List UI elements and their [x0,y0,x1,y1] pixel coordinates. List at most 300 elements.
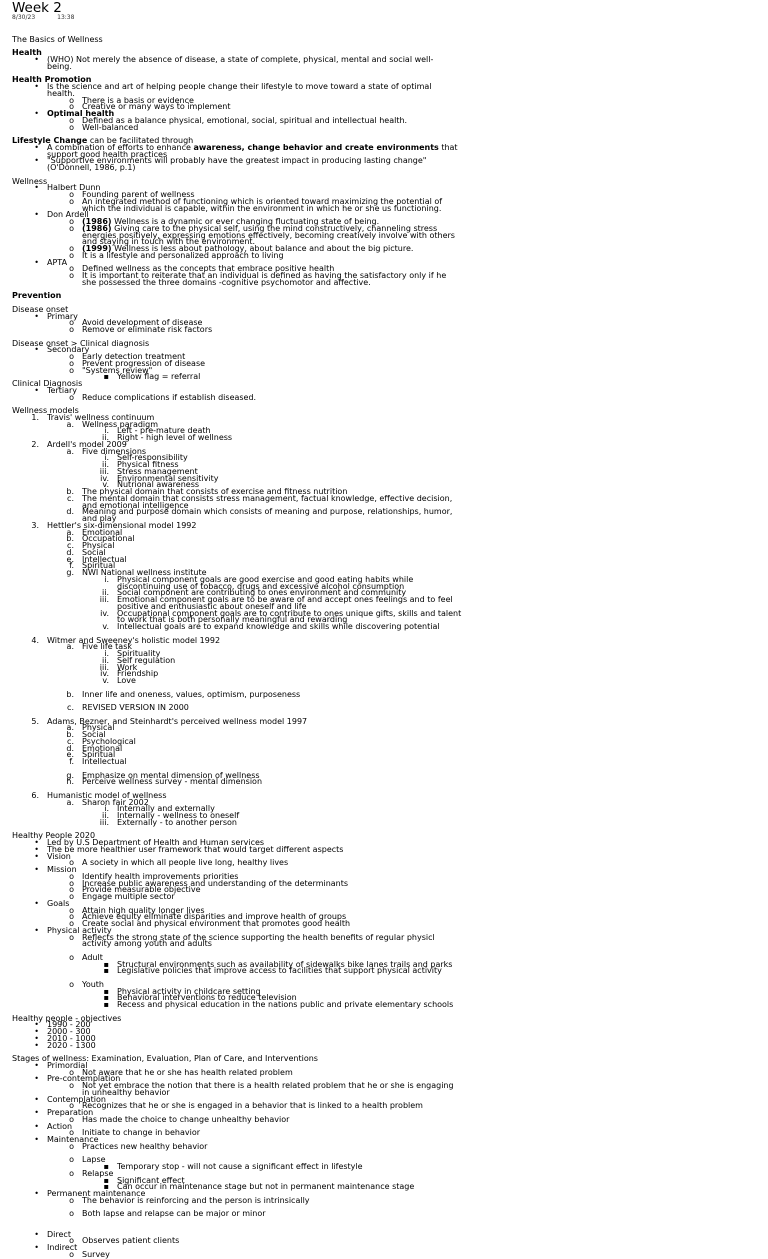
list-marker: ▪ [103,1182,109,1192]
line-text: REVISED VERSION IN 2000 [82,703,189,712]
line-text: Achieve equity eliminate disparities and improve health of groups [82,912,347,922]
list-marker: iii. [99,662,109,672]
list-marker: e. [66,554,74,564]
line-text: It is important to reiterate that an individual is defined as having the satisfactory only if he [82,271,447,280]
line-text: Emphasize on mental dimension of wellness [82,770,260,780]
list-marker: 4. [31,635,39,645]
line-text: Emotional [82,743,123,753]
outline-line [12,165,762,172]
line-text: Nutrional awareness [117,480,200,490]
line-text: Optimal health [47,109,115,118]
list-marker: • [34,257,39,267]
line-text: Led by U.S Department of Health and Human services [47,838,265,847]
list-marker: c. [67,493,74,503]
outline-line [12,84,762,91]
text-run: that [438,142,458,152]
list-marker: o [69,1067,74,1077]
line-text: Right - high level of wellness [117,433,233,442]
list-marker: i. [104,804,109,814]
line-text: Occupational [82,534,135,544]
line-text: Tertiary [47,385,78,395]
blank-line [12,172,762,179]
list-marker: i. [104,574,109,584]
line-text: Not aware that he or she has health related problem [82,1067,293,1077]
bold-run: (1999) [82,244,112,253]
list-marker: ▪ [103,986,109,996]
line-text: Intellectual [82,554,127,564]
list-marker: • [34,109,39,118]
list-marker: o [69,250,74,260]
line-text: Inner life and oneness, values, optimism, purposeness [82,689,301,699]
list-marker: o [69,196,74,206]
line-text: 2020 - 1300 [47,1040,96,1050]
line-text: health. [47,88,75,98]
list-marker: o [69,352,74,361]
outline-line [12,338,762,348]
outline-line [12,894,762,901]
list-marker: i. [104,426,109,436]
line-text: Remove or eliminate risk factors [82,325,213,334]
list-marker: o [69,885,74,895]
list-marker: • [34,1040,39,1050]
line-text: Contemplation [47,1094,106,1104]
line-text: 2000 - 300 [47,1027,91,1036]
outline-line [12,678,762,685]
line-text: Initiate to change in behavior [82,1128,201,1138]
text-run: can be facilitated through [87,136,194,145]
outline-line [12,624,762,631]
list-marker: iii. [99,817,109,827]
list-marker: o [69,190,74,199]
line-text: Meaning and purpose domain which consists of meaning and purpose, relationships, humor, [82,507,453,517]
list-marker: • [34,385,39,395]
line-text: Indirect [47,1243,78,1252]
line-text: Temporary stop - will not cause a significant effect in lifestyle [117,1162,363,1171]
outline-line [12,250,762,260]
outline-line [12,1087,762,1097]
list-marker: b. [66,487,74,496]
blank-line [12,71,762,78]
outline-line [12,520,762,530]
line-text: Perceive wellness survey - mental dimension [82,777,263,787]
list-marker: • [34,1229,39,1239]
list-marker: o [69,102,74,112]
line-text: Adult [82,952,103,962]
list-marker: o [69,318,74,328]
list-marker: a. [66,797,74,807]
line-text: Emotional [82,527,123,537]
list-marker: o [69,217,74,226]
list-marker: 5. [31,716,39,726]
list-marker: o [69,244,74,253]
outline-line [12,1040,762,1050]
list-marker: f. [69,757,74,766]
list-marker: c. [67,736,74,746]
list-marker: c. [67,541,74,550]
list-marker: • [34,1243,39,1252]
line-text: Relapse [82,1168,114,1178]
list-marker: • [34,183,39,193]
list-marker: • [34,844,39,854]
list-marker: a. [66,419,74,429]
list-marker: • [34,210,39,220]
outline-line [12,304,762,314]
list-marker: b. [66,689,74,699]
blank-line [12,1009,762,1016]
list-marker: v. [102,622,109,631]
outline-line [12,536,762,543]
list-marker: ▪ [103,1162,109,1171]
line-text: Structural environments such as availability of sidewalks bike lanes trails and parks [117,959,453,969]
line-text: and play [82,514,117,523]
line-text: Friendship [117,669,159,679]
list-marker: • [34,1135,39,1144]
line-text: Attain high quality longer lives [82,905,205,915]
line-text: positive and enthusiastic about oneself and life [117,601,307,611]
list-marker: ii. [102,811,109,820]
line-text: An integrated method of functioning which is oriented toward maximizing the potential of [82,196,443,206]
line-text: Primordial [47,1060,88,1070]
list-marker: ii. [102,433,109,442]
list-marker: iv. [100,473,109,483]
list-marker: o [69,358,74,368]
list-marker: ▪ [103,959,109,969]
line-text: Self regulation [117,655,176,665]
list-marker: • [34,1108,39,1117]
line-text: Prevent progression of disease [82,358,206,368]
line-text: Love [117,676,136,685]
outline-line [12,374,762,381]
line-text: Permanent maintenance [47,1189,146,1198]
list-marker: ▪ [103,966,109,976]
line-text: Avoid development of disease [82,318,203,328]
line-text: she possessed the three domains -cognitive psychomotor and affective. [82,277,371,287]
list-marker: o [69,905,74,915]
line-text: Lapse [82,1155,106,1165]
list-marker: o [69,1195,74,1205]
outline-line [12,1029,762,1036]
line-text: Social [82,547,106,557]
line-text: Goals [47,898,70,908]
list-marker: ▪ [103,1175,109,1185]
list-marker: • [34,865,39,874]
line-text: Legislative policies that improve access to facilities that support physical activity [117,966,442,976]
line-text: Yellow flag = referral [117,372,201,382]
line-text: Don Ardell [47,210,89,220]
outline-line [12,743,762,753]
line-text: Physical activity [47,925,112,935]
list-marker: h. [66,777,74,787]
list-marker: g. [66,568,74,577]
line-text: Increase public awareness and understanding of the determinants [82,878,349,888]
blank-line [12,300,762,307]
list-marker: 1. [31,412,39,422]
outline-line [12,759,762,766]
outline-line [12,61,762,71]
list-marker: • [34,1074,39,1084]
line-text: Not yet embrace the notion that there is a health related problem that he or she is engaging [82,1081,454,1090]
line-text: Health [12,48,42,58]
line-text: (WHO) Not merely the absence of disease, a state of complete, physical, mental and social well- [47,55,434,64]
line-text: Internally and externally [117,804,215,814]
note-timestamp [12,14,96,21]
blank-line [12,1225,762,1232]
list-marker: d. [66,743,74,753]
blank-line [12,401,762,408]
list-marker: iv. [100,608,109,618]
line-text: which the individual is capable, within the environment in which he or she us functioning. [82,203,442,213]
line-text: Prevention [12,291,62,301]
list-marker: • [34,311,39,321]
line-text: Direct [47,1229,71,1239]
line-text: Physical [82,541,115,550]
list-marker: e. [66,750,74,760]
list-marker: o [69,115,74,125]
list-marker: o [69,1141,74,1151]
bold-run: Lifestyle Change [12,136,88,145]
bold-run: awareness, change behavior and create environments [193,142,439,152]
line-text: Work [117,662,138,672]
outline-line [12,844,762,854]
list-marker: o [69,271,74,280]
outline-line [12,381,762,388]
line-text: Engage multiple sector [82,892,175,901]
line-text: Psychological [82,736,136,746]
line-text: Reflects the strong state of the science supporting the health benefits of regular physicl [82,932,435,942]
line-text: Witmer and Sweeney's holistic model 1992 [47,635,221,645]
list-marker: • [34,345,39,355]
outline-line [12,1022,762,1029]
line-text: Pre-contemplation [47,1074,121,1084]
list-marker: o [69,1236,74,1246]
outline-line [12,277,762,287]
list-marker: iii. [99,466,109,476]
line-text: Intellectual [82,757,127,766]
list-marker: o [69,1209,74,1219]
list-marker: • [34,1189,39,1198]
outline-line [12,779,762,786]
list-marker: o [69,223,74,233]
line-text: Mission [47,865,77,874]
line-text: Five life task [82,642,133,652]
line-text: being. [47,61,72,71]
bold-run: (1986) [82,223,112,233]
list-marker: o [69,919,74,928]
line-text: Secondary [47,345,90,355]
blank-line [12,948,762,955]
outline-line [12,34,762,44]
line-text: Preparation [47,1108,94,1117]
line-text: Physical [82,723,115,733]
line-text: Social component are contributing to ones environment and community [117,588,407,598]
outline-line [12,176,762,186]
list-marker: o [69,932,74,942]
line-text: support good health practices [47,149,168,159]
line-text: Social [82,730,106,739]
list-marker: a. [66,642,74,652]
blank-line [12,1218,762,1225]
list-marker: o [69,1081,74,1090]
list-marker: o [69,952,74,962]
line-text: Creative or many ways to implement [82,102,231,112]
outline-line [12,57,762,64]
outline-line [12,1195,762,1205]
list-marker: 6. [31,790,39,800]
line-text: Both lapse and relapse can be major or minor [82,1209,266,1219]
line-text: to work that is both personally meaningful and rewarding [117,615,348,625]
list-marker: o [69,264,74,274]
list-marker: ii. [102,655,109,665]
line-text: Behavioral interventions to reduce television [117,993,297,1003]
list-marker: • [34,1060,39,1070]
list-marker: • [34,1121,39,1131]
outline-line [12,1164,762,1171]
line-text: APTA [47,257,68,267]
list-marker: c. [67,703,74,712]
text-run: Giving care to the physical self, using the mind constructively, channeling stress [111,223,438,233]
line-text: Healthy People 2020 [12,831,96,841]
outline-line [12,509,762,516]
line-text: Externally - to another person [117,817,237,827]
list-marker: 3. [31,520,39,530]
outline-line [12,921,762,928]
line-text: Founding parent of wellness [82,190,195,199]
line-text: Recess and physical education in the nations public and private elementary schools [117,1000,454,1009]
line-text: Primary [47,311,78,321]
list-marker: v. [102,676,109,685]
outline-line [12,689,762,699]
list-marker: o [69,871,74,881]
bold-run: (1986) [82,217,112,226]
outline-line [12,1245,762,1252]
text-run: Wellness is a dynamic or ever changing fluctuating state of being. [111,217,380,226]
list-marker: o [69,392,74,402]
line-text: Ardell's model 2009 [47,439,127,449]
blank-line [12,44,762,51]
outline-line [12,327,762,334]
line-text: Survey [82,1249,110,1259]
line-text: Adams, Bezner, and Steinhardt's perceived wellness model 1997 [47,716,308,726]
line-text: and staying in touch with the environment. [82,237,256,247]
list-marker: iii. [99,595,109,604]
list-marker: • [34,898,39,908]
outline-line [12,716,762,726]
line-text: Left - pre-mature death [117,426,211,436]
outline-line [12,1103,762,1110]
line-text: Humanistic model of wellness [47,790,167,800]
list-marker: ▪ [103,1000,109,1009]
line-text: The mental domain that consists stress management, factual knowledge, effective decision, [82,493,453,503]
outline-line [12,1211,762,1218]
line-text: Is the science and art of helping people change their lifestyle to move toward a state of optimal [47,82,432,91]
line-text: Travis' wellness continuum [47,412,155,422]
line-text: Identify health improvements priorities [82,871,239,881]
line-text: Defined wellness as the concepts that embrace positive health [82,264,335,274]
line-text: Defined as a balance physical, emotional, social, spiritual and intellectual health. [82,115,408,125]
list-marker: g. [66,770,74,780]
outline-line [12,392,762,402]
list-marker: f. [69,561,74,571]
line-text: Significant effect [117,1175,185,1185]
line-text: (O'Donnell, 1986, p.1) [47,163,136,172]
list-marker: ▪ [103,372,109,382]
list-marker: b. [66,534,74,544]
line-text: Has made the choice to change unhealthy behavior [82,1114,290,1124]
line-text: energies positively, expressing emotions effectively, becoming creatively involve with others [82,230,455,240]
list-marker: o [69,1101,74,1111]
line-text: The behavior is reinforcing and the person is intrinsically [82,1195,310,1205]
outline-line [12,736,762,746]
line-text: Five dimensions [82,446,147,456]
outline-line [12,860,762,867]
outline-line [12,1002,762,1009]
list-marker: o [69,325,74,334]
line-text: Can occur in maintenance stage but not in permanent maintenance stage [117,1182,415,1192]
note-body [12,30,762,1259]
line-text: Stages of wellness: Examination, Evaluation, Plan of Care, and Interventions [12,1054,318,1063]
text-run: A combination of efforts to enhance [47,142,194,152]
outline-line [12,203,762,213]
outline-line [12,705,762,712]
list-marker: o [69,122,74,132]
line-text: Health Promotion [12,75,92,85]
line-text: Spirituality [117,649,161,658]
line-text: Provide measurable objective [82,885,201,895]
outline-line [12,817,762,827]
list-marker: o [69,365,74,375]
list-marker: a. [66,446,74,456]
line-text: Vision [47,851,71,861]
line-text: Physical activity in childcare setting [117,986,261,996]
list-marker: • [34,838,39,847]
list-marker: o [69,1155,74,1165]
line-text: Disease onset > Clinical diagnosis [12,338,150,348]
list-marker: • [34,1027,39,1036]
list-marker: d. [66,507,74,517]
line-text: Recognizes that he or she is engaged in a behavior that is linked to a health problem [82,1101,423,1111]
outline-line [12,293,762,300]
line-text: "Systems review" [82,365,153,375]
list-marker: a. [66,527,74,537]
list-marker: o [69,858,74,868]
blank-line [12,827,762,834]
line-text: Healthy people - objectives [12,1013,122,1023]
line-text: Internally - wellness to oneself [117,811,240,820]
list-marker: b. [66,730,74,739]
blank-line [12,975,762,982]
line-text: Early detection treatment [82,352,186,361]
list-marker: • [34,82,39,91]
list-marker: o [69,878,74,888]
list-marker: iv. [100,669,109,679]
line-text: activity among youth and adults [82,939,212,949]
list-marker: v. [102,480,109,490]
outline-line [12,941,762,948]
list-marker: • [34,1020,39,1030]
line-text: discontinuing use of tobacco, drugs and excessive alcohol consumption [117,581,405,591]
line-text: Intellectual goals are to expand knowledge and skills while discovering potential [117,622,440,631]
line-text: Wellness models [12,406,79,415]
line-text: Physical component goals are good exercise and good eating habits while [117,574,414,584]
outline-line [12,1238,762,1245]
line-text: 1990 - 200 [47,1020,91,1030]
list-marker: i. [104,649,109,658]
line-text: A society in which all people live long, healthy lives [82,858,289,868]
list-marker: o [69,1249,74,1259]
list-marker: a. [66,723,74,733]
list-marker: • [34,142,39,152]
line-text: The Basics of Wellness [12,34,103,44]
